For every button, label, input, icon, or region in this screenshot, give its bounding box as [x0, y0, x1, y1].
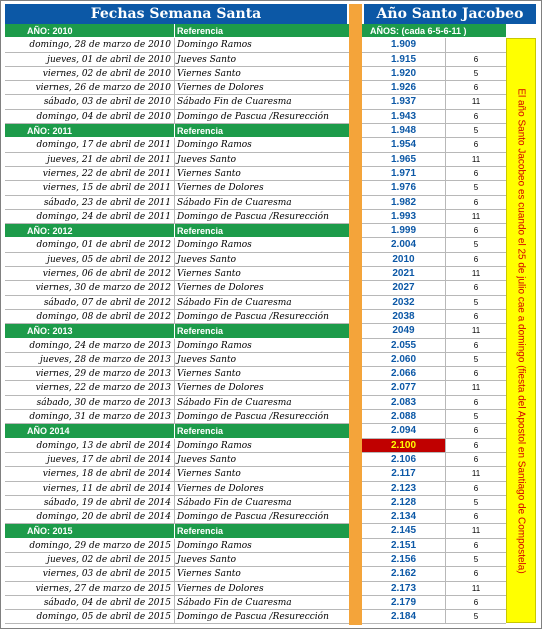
- event-cell[interactable]: Domingo de Pascua /Resurección: [177, 412, 329, 423]
- jacobeo-year-cell[interactable]: 1.937: [362, 95, 446, 108]
- jacobeo-year-cell[interactable]: 2.134: [362, 510, 446, 523]
- interval-cell[interactable]: 6: [473, 83, 479, 93]
- jacobeo-row: [362, 467, 506, 481]
- date-cell[interactable]: viernes, 18 de abril de 2014: [5, 467, 175, 480]
- reference-label: Referencia: [177, 126, 224, 137]
- date-cell[interactable]: viernes, 02 de abril de 2010: [5, 67, 175, 80]
- date-cell[interactable]: sábado, 04 de abril de 2015: [5, 596, 175, 609]
- date-row: [5, 267, 349, 281]
- date-row: [5, 339, 349, 353]
- date-cell[interactable]: viernes, 26 de marzo de 2010: [5, 81, 175, 94]
- jacobeo-row: [362, 210, 506, 224]
- year-label: AÑO: 2015: [5, 524, 175, 537]
- jacobeo-row: [362, 510, 506, 524]
- jacobeo-row: [362, 410, 506, 424]
- jacobeo-row: [362, 381, 506, 395]
- jacobeo-row: [362, 310, 506, 324]
- jacobeo-year-cell[interactable]: 1.993: [362, 210, 446, 223]
- date-row: [5, 181, 349, 195]
- date-row: [5, 238, 349, 252]
- interval-cell[interactable]: 6: [473, 197, 479, 207]
- event-cell[interactable]: Jueves Santo: [177, 154, 236, 165]
- date-row: [5, 496, 349, 510]
- date-row: [5, 410, 349, 424]
- jacobeo-year-cell[interactable]: 1.920: [362, 67, 446, 80]
- date-row: [5, 310, 349, 324]
- jacobeo-year-cell[interactable]: 1.982: [362, 196, 446, 209]
- interval-cell[interactable]: 6: [473, 168, 479, 178]
- jacobeo-row: [362, 496, 506, 510]
- date-cell[interactable]: sábado, 19 de abril de 2014: [5, 496, 175, 509]
- jacobeo-year-cell[interactable]: 2032: [362, 296, 446, 309]
- date-row: [5, 210, 349, 224]
- jacobeo-row: [362, 67, 506, 81]
- jacobeo-row: [362, 524, 506, 538]
- event-cell[interactable]: Domingo Ramos: [177, 40, 252, 51]
- event-cell[interactable]: Jueves Santo: [177, 354, 236, 365]
- interval-cell[interactable]: 5: [473, 297, 479, 307]
- event-cell[interactable]: Viernes Santo: [177, 569, 241, 580]
- interval-cell[interactable]: 11: [471, 211, 481, 221]
- event-cell[interactable]: Domingo de Pascua /Resurección: [177, 111, 329, 122]
- interval-cell[interactable]: 6: [473, 226, 479, 236]
- interval-cell[interactable]: 5: [473, 183, 479, 193]
- date-row: [5, 353, 349, 367]
- date-row: [5, 553, 349, 567]
- date-cell[interactable]: domingo, 20 de abril de 2014: [5, 510, 175, 523]
- jacobeo-year-cell[interactable]: 1.971: [362, 167, 446, 180]
- date-cell[interactable]: viernes, 03 de abril de 2015: [5, 567, 175, 580]
- date-row: [5, 467, 349, 481]
- date-row: [5, 510, 349, 524]
- date-cell[interactable]: jueves, 02 de abril de 2015: [5, 553, 175, 566]
- jacobeo-year-cell[interactable]: 1.976: [362, 181, 446, 194]
- interval-cell[interactable]: 6: [473, 483, 479, 493]
- jacobeo-year-cell[interactable]: 2.162: [362, 567, 446, 580]
- jacobeo-year-cell[interactable]: 2.173: [362, 582, 446, 595]
- event-cell[interactable]: Viernes de Dolores: [177, 583, 264, 594]
- interval-cell[interactable]: 5: [473, 354, 479, 364]
- date-row: [5, 439, 349, 453]
- interval-cell[interactable]: 11: [471, 269, 481, 279]
- date-cell[interactable]: viernes, 29 de marzo de 2013: [5, 367, 175, 380]
- interval-cell[interactable]: 11: [471, 583, 481, 593]
- interval-cell[interactable]: 11: [471, 97, 481, 107]
- date-cell[interactable]: viernes, 06 de abril de 2012: [5, 267, 175, 280]
- date-cell[interactable]: viernes, 27 de marzo de 2015: [5, 582, 175, 595]
- jacobeo-year-cell[interactable]: 1.909: [362, 38, 446, 51]
- jacobeo-row: [362, 124, 506, 138]
- event-cell[interactable]: Jueves Santo: [177, 54, 236, 65]
- date-row: [5, 38, 349, 52]
- year-label: AÑO 2014: [5, 424, 175, 437]
- jacobeo-row: [362, 610, 506, 624]
- interval-cell[interactable]: 6: [473, 440, 479, 450]
- event-cell[interactable]: Jueves Santo: [177, 454, 236, 465]
- jacobeo-year-cell[interactable]: 2.128: [362, 496, 446, 509]
- interval-cell[interactable]: 5: [473, 240, 479, 250]
- jacobeo-row: [362, 367, 506, 381]
- date-cell[interactable]: domingo, 08 de abril de 2012: [5, 310, 175, 323]
- interval-cell[interactable]: 5: [473, 554, 479, 564]
- interval-cell[interactable]: 6: [473, 54, 479, 64]
- jacobeo-year-cell[interactable]: 2.117: [362, 467, 446, 480]
- jacobeo-table: [362, 24, 506, 624]
- event-cell[interactable]: Viernes Santo: [177, 469, 241, 480]
- date-cell[interactable]: domingo, 24 de marzo de 2013: [5, 339, 175, 352]
- date-row: [5, 138, 349, 152]
- interval-cell[interactable]: 6: [473, 397, 479, 407]
- event-cell[interactable]: Domingo Ramos: [177, 340, 252, 351]
- interval-cell[interactable]: 11: [471, 469, 481, 479]
- date-row: [5, 253, 349, 267]
- jacobeo-year-cell[interactable]: 2.145: [362, 524, 446, 537]
- event-cell[interactable]: Viernes de Dolores: [177, 183, 264, 194]
- jacobeo-row: [362, 53, 506, 67]
- jacobeo-row: [362, 596, 506, 610]
- event-cell[interactable]: Domingo Ramos: [177, 140, 252, 151]
- interval-cell[interactable]: 6: [473, 569, 479, 579]
- jacobeo-row: [362, 396, 506, 410]
- jacobeo-year-cell[interactable]: 1.926: [362, 81, 446, 94]
- date-cell[interactable]: sábado, 23 de abril de 2011: [5, 196, 175, 209]
- jacobeo-year-cell[interactable]: 1.943: [362, 110, 446, 123]
- date-cell[interactable]: domingo, 17 de abril de 2011: [5, 138, 175, 151]
- year-label: AÑO: 2010: [5, 24, 175, 37]
- date-row: [5, 582, 349, 596]
- jacobeo-year-cell[interactable]: 2027: [362, 281, 446, 294]
- interval-cell[interactable]: 6: [473, 311, 479, 321]
- date-row: [5, 296, 349, 310]
- jacobeo-year-cell[interactable]: 1.954: [362, 138, 446, 151]
- event-cell[interactable]: Domingo de Pascua /Resurección: [177, 211, 329, 222]
- date-cell[interactable]: jueves, 05 de abril de 2012: [5, 253, 175, 266]
- interval-cell[interactable]: 6: [473, 140, 479, 150]
- jacobeo-year-cell[interactable]: 1.999: [362, 224, 446, 237]
- jacobeo-year-cell[interactable]: 2038: [362, 310, 446, 323]
- date-cell[interactable]: domingo, 24 de abril de 2011: [5, 210, 175, 223]
- jacobeo-year-cell[interactable]: 2.123: [362, 482, 446, 495]
- jacobeo-year-cell[interactable]: 2.083: [362, 396, 446, 409]
- jacobeo-year-cell[interactable]: 2.151: [362, 539, 446, 552]
- date-cell[interactable]: sábado, 07 de abril de 2012: [5, 296, 175, 309]
- year-header-row: [5, 324, 349, 338]
- jacobeo-row: [362, 95, 506, 109]
- date-cell[interactable]: domingo, 29 de marzo de 2015: [5, 539, 175, 552]
- year-label: AÑO: 2013: [5, 324, 175, 337]
- date-row: [5, 95, 349, 109]
- date-cell[interactable]: viernes, 22 de marzo de 2013: [5, 381, 175, 394]
- event-cell[interactable]: Sábado Fin de Cuaresma: [177, 197, 292, 208]
- jacobeo-row: [362, 324, 506, 338]
- jacobeo-year-cell[interactable]: 2.184: [362, 610, 446, 623]
- event-cell[interactable]: Domingo Ramos: [177, 540, 252, 551]
- date-row: [5, 367, 349, 381]
- date-cell[interactable]: jueves, 21 de abril de 2011: [5, 153, 175, 166]
- jacobeo-row: [362, 567, 506, 581]
- date-cell[interactable]: sábado, 03 de abril de 2010: [5, 95, 175, 108]
- interval-cell[interactable]: 6: [473, 369, 479, 379]
- date-row: [5, 81, 349, 95]
- jacobeo-row: [362, 167, 506, 181]
- jacobeo-row: [362, 482, 506, 496]
- jacobeo-year-cell[interactable]: 2010: [362, 253, 446, 266]
- jacobeo-row: [362, 553, 506, 567]
- date-cell[interactable]: viernes, 30 de marzo de 2012: [5, 281, 175, 294]
- event-cell[interactable]: Domingo Ramos: [177, 240, 252, 251]
- semana-santa-header: Fechas Semana Santa: [5, 4, 347, 24]
- reference-label: Referencia: [177, 426, 224, 437]
- interval-cell[interactable]: 11: [471, 383, 481, 393]
- event-cell[interactable]: Sábado Fin de Cuaresma: [177, 597, 292, 608]
- date-row: [5, 196, 349, 210]
- jacobeo-row: [362, 424, 506, 438]
- jacobeo-subheader: AÑOS: (cada 6-5-6-11 ): [362, 24, 506, 38]
- jacobeo-row: [362, 281, 506, 295]
- reference-label: Referencia: [177, 226, 224, 237]
- date-cell[interactable]: domingo, 13 de abril de 2014: [5, 439, 175, 452]
- year-header-row: [5, 424, 349, 438]
- event-cell[interactable]: Domingo de Pascua /Resurección: [177, 311, 329, 322]
- separator-bar: [349, 4, 362, 625]
- interval-cell[interactable]: 6: [473, 254, 479, 264]
- event-cell[interactable]: Domingo de Pascua /Resurección: [177, 612, 329, 623]
- jacobeo-row: [362, 539, 506, 553]
- jacobeo-year-cell[interactable]: 2.066: [362, 367, 446, 380]
- jacobeo-year-cell[interactable]: 1.915: [362, 53, 446, 66]
- event-cell[interactable]: Viernes Santo: [177, 269, 241, 280]
- semana-santa-table: [5, 24, 349, 624]
- interval-cell[interactable]: 5: [473, 497, 479, 507]
- jacobeo-row: [362, 339, 506, 353]
- jacobeo-row: [362, 439, 506, 453]
- event-cell[interactable]: Viernes Santo: [177, 168, 241, 179]
- interval-cell[interactable]: 6: [473, 111, 479, 121]
- jacobeo-row: [362, 267, 506, 281]
- date-cell[interactable]: domingo, 31 de marzo de 2013: [5, 410, 175, 423]
- jacobeo-year-cell[interactable]: 2.055: [362, 339, 446, 352]
- date-row: [5, 539, 349, 553]
- event-cell[interactable]: Sábado Fin de Cuaresma: [177, 297, 292, 308]
- jacobeo-row: [362, 81, 506, 95]
- jacobeo-note: El año Santo Jacobeo es cuando el 25 de julio cae a domingo (fiesta del Apostol en Santiago de Compostela): [515, 87, 527, 574]
- event-cell[interactable]: Sábado Fin de Cuaresma: [177, 497, 292, 508]
- jacobeo-year-cell[interactable]: 2.077: [362, 381, 446, 394]
- year-label: AÑO: 2012: [5, 224, 175, 237]
- event-cell[interactable]: Viernes de Dolores: [177, 483, 264, 494]
- jacobeo-note-box: [506, 38, 536, 623]
- jacobeo-row: [362, 138, 506, 152]
- jacobeo-year-cell[interactable]: 2021: [362, 267, 446, 280]
- jacobeo-year-cell[interactable]: 2.004: [362, 238, 446, 251]
- event-cell[interactable]: Sábado Fin de Cuaresma: [177, 397, 292, 408]
- date-row: [5, 167, 349, 181]
- event-cell[interactable]: Domingo Ramos: [177, 440, 252, 451]
- date-cell[interactable]: viernes, 11 de abril de 2014: [5, 482, 175, 495]
- reference-label: Referencia: [177, 526, 224, 537]
- jacobeo-row: [362, 296, 506, 310]
- year-header-row: [5, 124, 349, 138]
- event-cell[interactable]: Jueves Santo: [177, 254, 236, 265]
- interval-cell[interactable]: 11: [471, 326, 481, 336]
- year-header-row: [5, 224, 349, 238]
- event-cell[interactable]: Sábado Fin de Cuaresma: [177, 97, 292, 108]
- event-cell[interactable]: Viernes de Dolores: [177, 383, 264, 394]
- reference-label: Referencia: [177, 326, 224, 337]
- date-cell[interactable]: sábado, 30 de marzo de 2013: [5, 396, 175, 409]
- jacobeo-row: [362, 238, 506, 252]
- interval-cell[interactable]: 6: [473, 597, 479, 607]
- date-row: [5, 453, 349, 467]
- interval-cell[interactable]: 5: [473, 126, 479, 136]
- date-cell[interactable]: domingo, 01 de abril de 2012: [5, 238, 175, 251]
- event-cell[interactable]: Viernes de Dolores: [177, 83, 264, 94]
- jacobeo-row: [362, 224, 506, 238]
- date-cell[interactable]: domingo, 28 de marzo de 2010: [5, 38, 175, 51]
- jacobeo-year-cell[interactable]: 2.106: [362, 453, 446, 466]
- interval-cell[interactable]: 6: [473, 512, 479, 522]
- interval-cell[interactable]: 6: [473, 340, 479, 350]
- jacobeo-row: [362, 582, 506, 596]
- date-cell[interactable]: viernes, 15 de abril de 2011: [5, 181, 175, 194]
- interval-cell[interactable]: 6: [473, 540, 479, 550]
- event-cell[interactable]: Viernes Santo: [177, 369, 241, 380]
- jacobeo-row: [362, 153, 506, 167]
- jacobeo-row: [362, 38, 506, 52]
- date-cell[interactable]: jueves, 17 de abril de 2014: [5, 453, 175, 466]
- jacobeo-row: [362, 453, 506, 467]
- date-cell[interactable]: domingo, 04 de abril de 2010: [5, 110, 175, 123]
- year-header-row: [5, 24, 349, 38]
- interval-cell[interactable]: [446, 38, 506, 51]
- jacobeo-row: [362, 181, 506, 195]
- event-cell[interactable]: Domingo de Pascua /Resurección: [177, 512, 329, 523]
- date-row: [5, 281, 349, 295]
- jacobeo-row: [362, 253, 506, 267]
- date-cell[interactable]: jueves, 01 de abril de 2010: [5, 53, 175, 66]
- interval-cell[interactable]: 6: [473, 426, 479, 436]
- date-row: [5, 110, 349, 124]
- interval-cell[interactable]: 11: [471, 526, 481, 536]
- date-row: [5, 567, 349, 581]
- date-row: [5, 67, 349, 81]
- jacobeo-year-cell[interactable]: 2.060: [362, 353, 446, 366]
- jacobeo-header: Año Santo Jacobeo: [364, 4, 536, 24]
- jacobeo-year-cell[interactable]: 1.965: [362, 153, 446, 166]
- date-row: [5, 153, 349, 167]
- jacobeo-row: [362, 353, 506, 367]
- jacobeo-row: [362, 110, 506, 124]
- interval-cell[interactable]: 5: [473, 612, 479, 622]
- interval-cell[interactable]: 5: [473, 412, 479, 422]
- date-row: [5, 381, 349, 395]
- jacobeo-year-cell[interactable]: 2.094: [362, 424, 446, 437]
- year-header-row: [5, 524, 349, 538]
- jacobeo-row: [362, 196, 506, 210]
- interval-cell[interactable]: 6: [473, 454, 479, 464]
- date-row: [5, 482, 349, 496]
- jacobeo-year-cell[interactable]: 2.156: [362, 553, 446, 566]
- event-cell[interactable]: Viernes Santo: [177, 68, 241, 79]
- jacobeo-year-cell[interactable]: 2.100: [362, 439, 446, 452]
- date-cell[interactable]: viernes, 22 de abril de 2011: [5, 167, 175, 180]
- jacobeo-year-cell[interactable]: 2.179: [362, 596, 446, 609]
- event-cell[interactable]: Viernes de Dolores: [177, 283, 264, 294]
- jacobeo-year-cell[interactable]: 2049: [362, 324, 446, 337]
- date-row: [5, 596, 349, 610]
- date-row: [5, 610, 349, 624]
- date-cell[interactable]: jueves, 28 de marzo de 2013: [5, 353, 175, 366]
- jacobeo-year-cell[interactable]: 1.948: [362, 124, 446, 137]
- interval-cell[interactable]: 6: [473, 283, 479, 293]
- date-row: [5, 53, 349, 67]
- interval-cell[interactable]: 5: [473, 68, 479, 78]
- interval-cell[interactable]: 11: [471, 154, 481, 164]
- event-cell[interactable]: Jueves Santo: [177, 554, 236, 565]
- reference-label: Referencia: [177, 26, 224, 36]
- year-label: AÑO: 2011: [5, 124, 175, 137]
- jacobeo-year-cell[interactable]: 2.088: [362, 410, 446, 423]
- date-row: [5, 396, 349, 410]
- date-cell[interactable]: domingo, 05 de abril de 2015: [5, 610, 175, 623]
